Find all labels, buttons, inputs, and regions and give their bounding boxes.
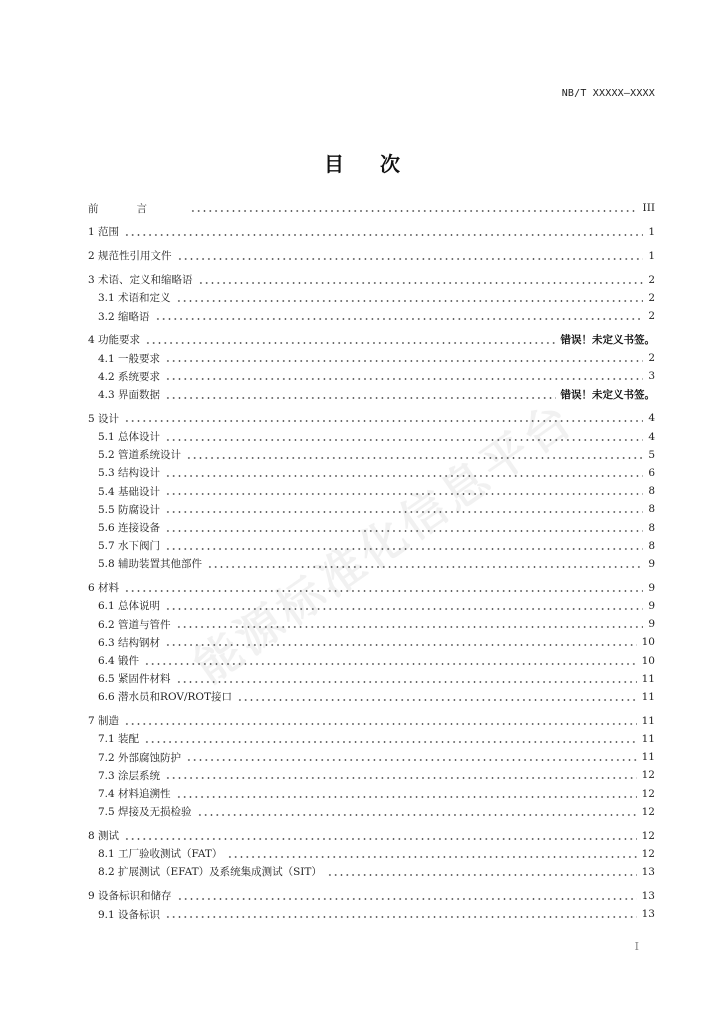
toc-entry-label: 6.2 管道与管件 [98,618,171,631]
toc-dot-leader [165,397,555,399]
toc-subentry[interactable] [88,688,655,706]
toc-dot-leader [165,511,643,513]
toc-entry-label: 5.2 管道系统设计 [98,449,182,462]
toc-entry-page: 5 [648,448,655,461]
toc-entry-label: 5.1 总体设计 [98,431,161,444]
toc-subentry[interactable] [88,784,655,802]
toc-entry-label: 6.3 结构钢材 [98,636,161,649]
toc-entry-label: 7.1 装配 [98,733,140,746]
toc-subentry[interactable] [88,500,655,518]
toc-entry-page: 13 [641,889,655,902]
watermark: 能源标准化信息平台 [184,391,584,694]
toc-entry-label: 6.6 潜水员和ROV/ROT接口 [98,691,233,704]
toc-subentry[interactable] [88,905,655,923]
toc-entry-page: 9 [648,557,655,570]
toc-entry[interactable] [88,409,655,427]
toc-subentry[interactable] [88,803,655,821]
toc-entry-label: 7.2 外部腐蚀防护 [98,751,182,764]
toc-entry-label: 4.1 一般要求 [98,352,161,365]
toc-dot-leader [197,814,637,816]
toc-dot-leader [176,626,644,628]
toc-subentry[interactable] [88,615,655,633]
toc-entry-label: 7.3 涂层系统 [98,769,161,782]
toc-entry-label: 5.8 辅助装置其他部件 [98,558,203,571]
toc-subentry[interactable] [88,385,655,403]
toc-entry-page: 13 [641,908,655,921]
toc-dot-leader [176,796,637,798]
toc-entry-page: 12 [641,769,655,782]
toc-entry-page: 10 [641,654,655,667]
toc-entry-page: 11 [641,714,655,727]
toc-entry-page: 1 [648,249,655,262]
toc-entry[interactable] [88,579,655,597]
toc-subentry[interactable] [88,446,655,464]
toc-dot-leader [144,663,637,665]
toc-entry-page: 2 [648,291,655,304]
toc-subentry[interactable] [88,307,655,325]
toc-subentry[interactable] [88,518,655,536]
toc-dot-leader [165,475,643,477]
toc-entry-page: 9 [648,581,655,594]
toc-subentry[interactable] [88,482,655,500]
toc-entry-page: 2 [648,273,655,286]
table-of-contents [88,199,655,923]
toc-entry-page: 12 [641,829,655,842]
toc-dot-leader [165,360,643,362]
toc-dot-leader [190,210,638,212]
toc-entry-page: 9 [648,618,655,631]
toc-entry[interactable] [88,887,655,905]
toc-dot-leader [186,457,643,459]
toc-entry-label: 9 设备标识和储存 [88,890,172,903]
toc-entry-label: 5.6 连接设备 [98,522,161,535]
toc-entry[interactable] [88,271,655,289]
toc-entry-label: 4.3 界面数据 [98,389,161,402]
toc-dot-leader [155,318,644,320]
toc-dot-leader [165,777,637,779]
toc-dot-leader [177,258,644,260]
toc-entry-page: 8 [648,539,655,552]
toc-subentry[interactable] [88,289,655,307]
toc-entry-page: 12 [641,787,655,800]
toc-subentry[interactable] [88,367,655,385]
toc-dot-leader [165,439,643,441]
toc-dot-leader [165,378,643,380]
toc-entry-label: 6 材料 [88,582,120,595]
toc-entry-label: 7 制造 [88,715,120,728]
toc-dot-leader [227,856,636,858]
toc-entry-label: 7.5 焊接及无损检验 [98,806,192,819]
toc-entry-page: 6 [648,466,655,479]
toc-entry-label: 6.5 紧固件材料 [98,673,171,686]
toc-entry-page: 9 [648,599,655,612]
toc-subentry[interactable] [88,597,655,615]
toc-entry[interactable] [88,712,655,730]
toc-subentry[interactable] [88,537,655,555]
toc-entry-label: 5.4 基础设计 [98,485,161,498]
toc-subentry[interactable] [88,748,655,766]
toc-entry-page: 13 [641,865,655,878]
page-title [0,148,724,177]
toc-dot-leader [207,566,643,568]
toc-entry[interactable] [88,223,655,241]
toc-dot-leader [176,300,644,302]
toc-dot-leader [124,234,643,236]
toc-entry[interactable] [88,827,655,845]
toc-dot-leader [124,420,643,422]
toc-entry-page: 11 [641,732,655,745]
toc-subentry[interactable] [88,670,655,688]
toc-entry-label: 8 测试 [88,830,120,843]
toc-entry-label: 2 规范性引用文件 [88,250,172,263]
toc-dot-leader [176,681,637,683]
toc-entry[interactable] [88,247,655,265]
standard-code: NB/T XXXXX—XXXX [561,88,655,99]
toc-dot-leader [165,916,637,918]
toc-entry-label: 3 术语、定义和缩略语 [88,274,193,287]
toc-subentry[interactable] [88,863,655,881]
toc-entry-label: 8.1 工厂验收测试（FAT） [98,848,223,861]
toc-entry-page: 8 [648,503,655,516]
toc-dot-leader [165,530,643,532]
toc-entry-label: 8.2 扩展测试（EFAT）及系统集成测试（SIT） [98,866,322,879]
toc-entry-label: 5.7 水下阀门 [98,540,161,553]
toc-dot-leader [145,342,555,344]
page-number: I [634,940,639,953]
toc-subentry[interactable] [88,845,655,863]
toc-entry[interactable] [88,331,655,349]
toc-entry-label: 5.5 防腐设计 [98,503,161,516]
toc-entry-label: 6.4 锻件 [98,655,140,668]
toc-entry-label: 3.1 术语和定义 [98,292,171,305]
toc-entry-label: 6.1 总体说明 [98,600,161,613]
toc-dot-leader [186,759,637,761]
toc-subentry[interactable] [88,464,655,482]
toc-subentry[interactable] [88,651,655,669]
toc-subentry[interactable] [88,730,655,748]
toc-entry-label: 5.3 结构设计 [98,467,161,480]
toc-subentry[interactable] [88,766,655,784]
toc-dot-leader [237,699,637,701]
toc-entry-label: 4 功能要求 [88,334,141,347]
toc-entry[interactable] [88,199,655,217]
toc-entry-label: 3.2 缩略语 [98,310,150,323]
toc-entry-page: 10 [641,636,655,649]
toc-subentry[interactable] [88,349,655,367]
toc-entry-label: 前言 [88,202,185,215]
toc-entry-page: 2 [648,310,655,323]
toc-entry-label: 4.2 系统要求 [98,370,161,383]
toc-entry-page: 3 [648,370,655,383]
toc-entry-page: III [642,202,655,215]
toc-dot-leader [177,898,637,900]
toc-entry-page: 4 [648,412,655,425]
toc-subentry[interactable] [88,633,655,651]
page-title-char-1: 目 [324,152,344,176]
toc-entry-page: 2 [648,352,655,365]
toc-entry-page: 11 [641,672,655,685]
toc-dot-leader [165,548,643,550]
toc-subentry[interactable] [88,428,655,446]
toc-dot-leader [124,723,637,725]
toc-entry-page: 8 [648,521,655,534]
toc-entry-page: 12 [641,847,655,860]
toc-entry-label: 5 设计 [88,412,120,425]
toc-entry-label: 1 范围 [88,226,120,239]
toc-bookmark-error: 错误！未定义书签。 [560,334,655,347]
toc-dot-leader [165,608,643,610]
page-title-char-2: 次 [380,152,400,176]
toc-entry-page: 4 [648,430,655,443]
toc-entry-page: 12 [641,805,655,818]
toc-dot-leader [124,590,643,592]
toc-entry-page: 8 [648,485,655,498]
toc-dot-leader [165,493,643,495]
toc-dot-leader [327,874,637,876]
toc-dot-leader [124,838,637,840]
toc-entry-label: 9.1 设备标识 [98,908,161,921]
toc-dot-leader [165,644,637,646]
toc-dot-leader [144,741,637,743]
toc-entry-page: 1 [648,225,655,238]
toc-entry-page: 11 [641,690,655,703]
toc-bookmark-error: 错误！未定义书签。 [560,389,655,402]
toc-entry-label: 7.4 材料追溯性 [98,788,171,801]
toc-entry-page: 11 [641,751,655,764]
toc-dot-leader [198,282,644,284]
toc-subentry[interactable] [88,555,655,573]
